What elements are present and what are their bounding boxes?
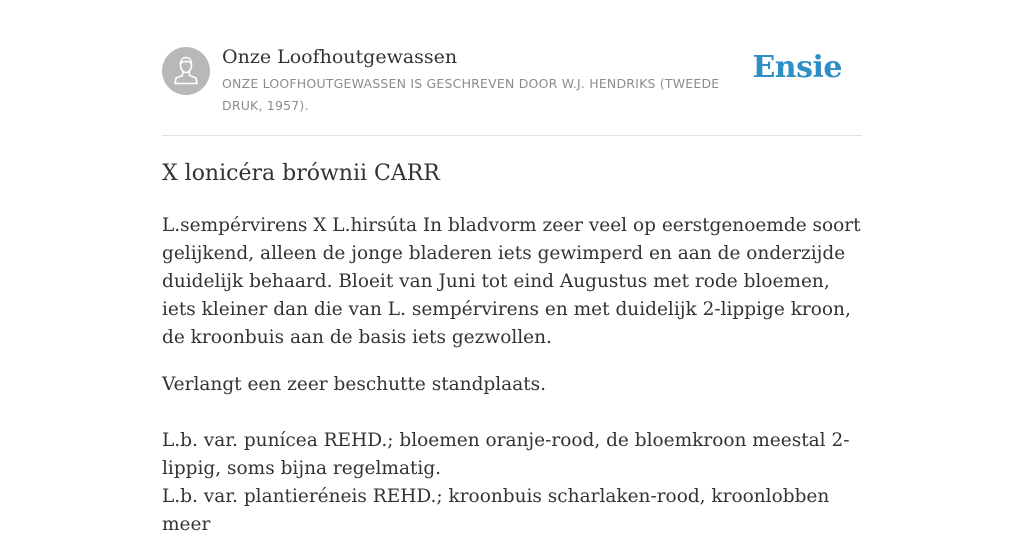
author-name[interactable]: Onze Loofhoutgewassen	[222, 46, 458, 68]
variety-punicea-paragraph: L.b. var. punícea REHD.; bloemen oranje-rood, de bloemkroon meestal 2-lippig, soms bijna regelmatig.	[162, 430, 850, 479]
author-description: ONZE LOOFHOUTGEWASSEN IS GESCHREVEN DOOR W.J. HENDRIKS (TWEEDE DRUK, 1957).	[222, 76, 720, 113]
article-content	[162, 156, 862, 539]
entry-title: X lonicéra brównii CARR	[162, 161, 440, 186]
source-header	[162, 40, 862, 136]
avatar[interactable]	[162, 47, 210, 95]
standplaats-paragraph: Verlangt een zeer beschutte standplaats.	[162, 374, 547, 395]
ensie-logo[interactable]: Ensie	[752, 50, 842, 85]
description-paragraph: L.sempérvirens X L.hirsúta In bladvorm zeer veel op eerstgenoemde soort gelijkend, alleen de jonge bladeren iets gewimperd en aan de onderzijde duidelijk behaard. Bloeit van Juni tot eind Augustus met rode bloemen, iets kleiner dan die van L. sempérvirens en met duidelijk 2-lippige kroon, de kroonbuis aan de basis iets gezwollen.	[162, 215, 861, 348]
user-avatar-icon	[162, 47, 210, 95]
variety-plantierensis-paragraph: L.b. var. plantieréneis REHD.; kroonbuis scharlaken-rood, kroonlobben meer	[162, 486, 830, 535]
